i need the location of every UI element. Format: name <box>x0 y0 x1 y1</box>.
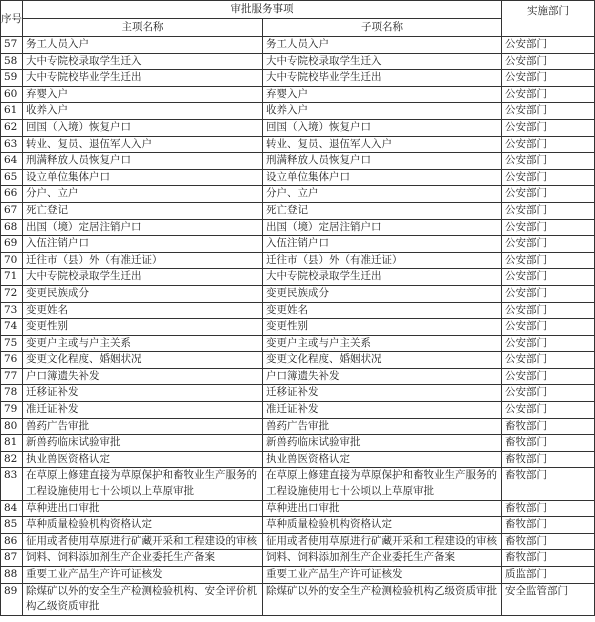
main-item-name: 草种质量检验机构资格认定 <box>23 517 263 534</box>
row-number: 78 <box>1 385 23 402</box>
row-number: 89 <box>1 583 23 615</box>
sub-item-name: 饲料、饲料添加剂生产企业委托生产备案 <box>263 550 502 567</box>
sub-item-name: 变更民族成分 <box>263 285 502 302</box>
implementing-department: 质监部门 <box>502 567 595 584</box>
row-number: 75 <box>1 335 23 352</box>
row-number: 66 <box>1 186 23 203</box>
sub-item-name: 变更户主或与户主关系 <box>263 335 502 352</box>
sub-item-name: 务工人员入户 <box>263 37 502 54</box>
implementing-department: 畜牧部门 <box>502 533 595 550</box>
table-row <box>1 468 595 500</box>
row-number: 84 <box>1 500 23 517</box>
main-item-name: 大中专院校毕业学生迁出 <box>23 70 263 87</box>
sub-item-name: 弃婴入户 <box>263 86 502 103</box>
main-item-name: 除煤矿以外的安全生产检测检验机构、安全评价机构乙级资质审批 <box>23 583 263 615</box>
row-number: 65 <box>1 169 23 186</box>
implementing-department: 安全监管部门 <box>502 583 595 615</box>
sub-item-name: 大中专院校毕业学生迁出 <box>263 70 502 87</box>
row-number: 86 <box>1 533 23 550</box>
table-row <box>1 319 595 336</box>
sub-item-name: 刑满释放人员恢复户口 <box>263 153 502 170</box>
table-row <box>1 335 595 352</box>
sub-item-name: 迁移证补发 <box>263 385 502 402</box>
row-number: 68 <box>1 219 23 236</box>
header-sub: 子项名称 <box>263 19 502 37</box>
main-item-name: 变更户主或与户主关系 <box>23 335 263 352</box>
implementing-department: 公安部门 <box>502 352 595 369</box>
table-row <box>1 583 595 615</box>
main-item-name: 死亡登记 <box>23 202 263 219</box>
implementing-department: 畜牧部门 <box>502 451 595 468</box>
table-row <box>1 550 595 567</box>
table-row <box>1 86 595 103</box>
table-row <box>1 435 595 452</box>
table-row <box>1 533 595 550</box>
main-item-name: 变更性别 <box>23 319 263 336</box>
sub-item-name: 在草原上修建直接为草原保护和畜牧业生产服务的工程设施使用七十公顷以上草原审批 <box>263 468 502 500</box>
main-item-name: 执业兽医资格认定 <box>23 451 263 468</box>
row-number: 72 <box>1 285 23 302</box>
sub-item-name: 死亡登记 <box>263 202 502 219</box>
implementing-department: 公安部门 <box>502 319 595 336</box>
implementing-department: 公安部门 <box>502 236 595 253</box>
sub-item-name: 设立单位集体户口 <box>263 169 502 186</box>
table-body <box>1 37 595 616</box>
table-row <box>1 517 595 534</box>
implementing-department: 公安部门 <box>502 252 595 269</box>
row-number: 80 <box>1 418 23 435</box>
table-row <box>1 153 595 170</box>
main-item-name: 务工人员入户 <box>23 37 263 54</box>
row-number: 81 <box>1 435 23 452</box>
row-number: 67 <box>1 202 23 219</box>
main-item-name: 弃婴入户 <box>23 86 263 103</box>
implementing-department: 公安部门 <box>502 136 595 153</box>
sub-item-name: 户口簿遗失补发 <box>263 368 502 385</box>
table-row <box>1 302 595 319</box>
implementing-department: 公安部门 <box>502 53 595 70</box>
main-item-name: 在草原上修建直接为草原保护和畜牧业生产服务的工程设施使用七十公顷以上草原审批 <box>23 468 263 500</box>
implementing-department: 畜牧部门 <box>502 550 595 567</box>
main-item-name: 变更姓名 <box>23 302 263 319</box>
main-item-name: 变更民族成分 <box>23 285 263 302</box>
row-number: 74 <box>1 319 23 336</box>
implementing-department: 畜牧部门 <box>502 435 595 452</box>
table-row <box>1 53 595 70</box>
table-row <box>1 37 595 54</box>
table-row <box>1 236 595 253</box>
table-row <box>1 252 595 269</box>
sub-item-name: 收养入户 <box>263 103 502 120</box>
sub-item-name: 除煤矿以外的安全生产检测检验机构乙级资质审批 <box>263 583 502 615</box>
header-group: 审批服务事项 <box>23 1 502 19</box>
implementing-department: 公安部门 <box>502 368 595 385</box>
sub-item-name: 变更姓名 <box>263 302 502 319</box>
row-number: 88 <box>1 567 23 584</box>
row-number: 60 <box>1 86 23 103</box>
row-number: 69 <box>1 236 23 253</box>
implementing-department: 畜牧部门 <box>502 500 595 517</box>
table-row <box>1 119 595 136</box>
sub-item-name: 草种质量检验机构资格认定 <box>263 517 502 534</box>
main-item-name: 收养入户 <box>23 103 263 120</box>
sub-item-name: 出国（境）定居注销户口 <box>263 219 502 236</box>
sub-item-name: 新兽药临床试验审批 <box>263 435 502 452</box>
sub-item-name: 征用或者使用草原进行矿藏开采和工程建设的审核 <box>263 533 502 550</box>
main-item-name: 迁往市（县）外（有准迁证） <box>23 252 263 269</box>
implementing-department: 畜牧部门 <box>502 517 595 534</box>
main-item-name: 饲料、饲料添加剂生产企业委托生产备案 <box>23 550 263 567</box>
row-number: 79 <box>1 402 23 419</box>
main-item-name: 草种进出口审批 <box>23 500 263 517</box>
implementing-department: 公安部门 <box>502 119 595 136</box>
table-row <box>1 269 595 286</box>
main-item-name: 回国（入境）恢复户口 <box>23 119 263 136</box>
sub-item-name: 入伍注销户口 <box>263 236 502 253</box>
main-item-name: 分户、立户 <box>23 186 263 203</box>
main-item-name: 新兽药临床试验审批 <box>23 435 263 452</box>
table-row <box>1 451 595 468</box>
table-row <box>1 352 595 369</box>
table-row <box>1 567 595 584</box>
header-main: 主项名称 <box>23 19 263 37</box>
main-item-name: 变更文化程度、婚姻状况 <box>23 352 263 369</box>
table-row <box>1 368 595 385</box>
sub-item-name: 变更文化程度、婚姻状况 <box>263 352 502 369</box>
implementing-department: 公安部门 <box>502 169 595 186</box>
sub-item-name: 分户、立户 <box>263 186 502 203</box>
implementing-department: 公安部门 <box>502 335 595 352</box>
row-number: 58 <box>1 53 23 70</box>
implementing-department: 公安部门 <box>502 86 595 103</box>
sub-item-name: 兽药广告审批 <box>263 418 502 435</box>
main-item-name: 兽药广告审批 <box>23 418 263 435</box>
implementing-department: 公安部门 <box>502 186 595 203</box>
sub-item-name: 回国（入境）恢复户口 <box>263 119 502 136</box>
row-number: 71 <box>1 269 23 286</box>
implementing-department: 公安部门 <box>502 302 595 319</box>
row-number: 63 <box>1 136 23 153</box>
implementing-department: 公安部门 <box>502 70 595 87</box>
table-row <box>1 169 595 186</box>
table-row <box>1 285 595 302</box>
implementing-department: 畜牧部门 <box>502 468 595 500</box>
table-header <box>1 1 595 37</box>
sub-item-name: 转业、复员、退伍军人入户 <box>263 136 502 153</box>
sub-item-name: 重要工业产品生产许可证核发 <box>263 567 502 584</box>
table-row <box>1 186 595 203</box>
table-row <box>1 103 595 120</box>
table-row <box>1 70 595 87</box>
row-number: 82 <box>1 451 23 468</box>
main-item-name: 转业、复员、退伍军人入户 <box>23 136 263 153</box>
sub-item-name: 大中专院校录取学生迁入 <box>263 53 502 70</box>
row-number: 62 <box>1 119 23 136</box>
implementing-department: 公安部门 <box>502 219 595 236</box>
implementing-department: 公安部门 <box>502 385 595 402</box>
row-number: 64 <box>1 153 23 170</box>
implementing-department: 畜牧部门 <box>502 418 595 435</box>
row-number: 73 <box>1 302 23 319</box>
table-row <box>1 500 595 517</box>
table-row <box>1 136 595 153</box>
implementing-department: 公安部门 <box>502 103 595 120</box>
row-number: 70 <box>1 252 23 269</box>
table-row <box>1 418 595 435</box>
implementing-department: 公安部门 <box>502 37 595 54</box>
sub-item-name: 变更性别 <box>263 319 502 336</box>
main-item-name: 设立单位集体户口 <box>23 169 263 186</box>
sub-item-name: 大中专院校录取学生迁出 <box>263 269 502 286</box>
header-dept: 实施部门 <box>502 1 595 37</box>
implementing-department: 公安部门 <box>502 285 595 302</box>
main-item-name: 刑满释放人员恢复户口 <box>23 153 263 170</box>
sub-item-name: 准迁证补发 <box>263 402 502 419</box>
implementing-department: 公安部门 <box>502 153 595 170</box>
main-item-name: 出国（境）定居注销户口 <box>23 219 263 236</box>
row-number: 85 <box>1 517 23 534</box>
row-number: 87 <box>1 550 23 567</box>
table-row <box>1 385 595 402</box>
implementing-department: 公安部门 <box>502 402 595 419</box>
main-item-name: 大中专院校录取学生迁入 <box>23 53 263 70</box>
row-number: 57 <box>1 37 23 54</box>
sub-item-name: 执业兽医资格认定 <box>263 451 502 468</box>
implementing-department: 公安部门 <box>502 269 595 286</box>
main-item-name: 户口簿遗失补发 <box>23 368 263 385</box>
row-number: 61 <box>1 103 23 120</box>
row-number: 59 <box>1 70 23 87</box>
main-item-name: 重要工业产品生产许可证核发 <box>23 567 263 584</box>
table-row <box>1 202 595 219</box>
implementing-department: 公安部门 <box>502 202 595 219</box>
row-number: 83 <box>1 468 23 500</box>
table-row <box>1 219 595 236</box>
sub-item-name: 草种进出口审批 <box>263 500 502 517</box>
row-number: 77 <box>1 368 23 385</box>
main-item-name: 准迁证补发 <box>23 402 263 419</box>
main-item-name: 入伍注销户口 <box>23 236 263 253</box>
main-item-name: 征用或者使用草原进行矿藏开采和工程建设的审核 <box>23 533 263 550</box>
table-row <box>1 402 595 419</box>
row-number: 76 <box>1 352 23 369</box>
main-item-name: 迁移证补发 <box>23 385 263 402</box>
main-item-name: 大中专院校录取学生迁出 <box>23 269 263 286</box>
sub-item-name: 迁往市（县）外（有准迁证） <box>263 252 502 269</box>
header-seq: 序号 <box>1 1 23 37</box>
